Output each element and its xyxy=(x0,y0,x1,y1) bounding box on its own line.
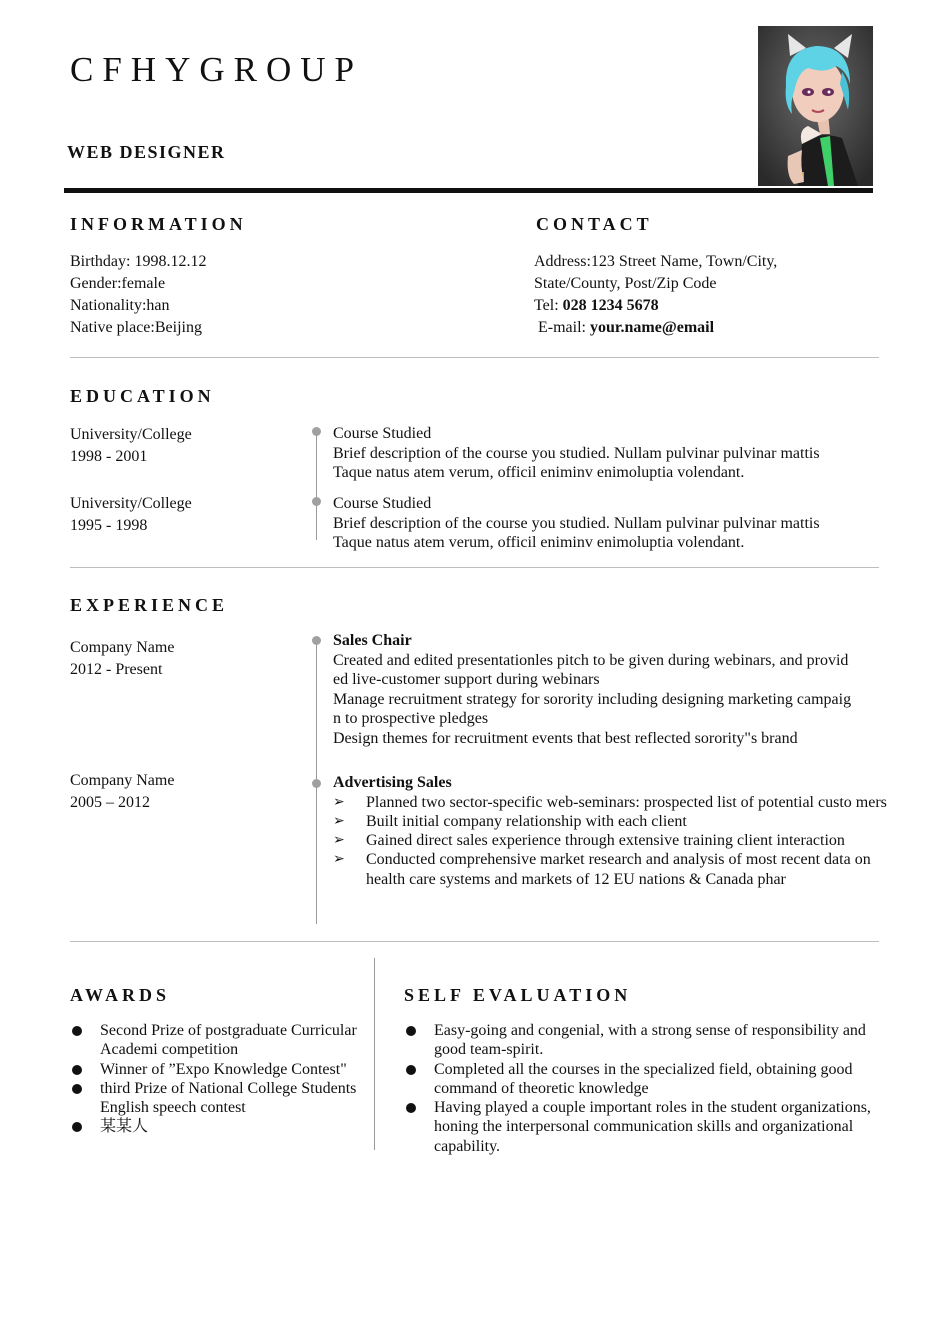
email-value: your.name@email xyxy=(589,319,715,336)
arrowhead-bullet-icon: ➢ xyxy=(333,833,345,849)
list-item: Easy-going and congenial, with a strong sense of responsibility and good team-spirit. xyxy=(404,1021,894,1060)
bullet-dot-icon xyxy=(72,1026,82,1036)
section-divider xyxy=(70,357,879,358)
candidate-name: CFHYGROUP xyxy=(70,50,363,89)
address-line-2: State/County, Post/Zip Code xyxy=(534,275,717,292)
company-years: 2012 - Present xyxy=(70,661,163,678)
timeline-dot xyxy=(312,779,321,788)
section-divider xyxy=(70,567,879,568)
column-divider xyxy=(374,958,375,1150)
school-name: University/College xyxy=(70,495,192,512)
experience-item xyxy=(70,770,174,814)
bullet-dot-icon xyxy=(72,1084,82,1094)
position-block xyxy=(333,631,893,748)
list-item: ➢ Gained direct sales experience through extensive training client interaction xyxy=(333,832,845,850)
school-years: 1998 - 2001 xyxy=(70,448,148,465)
duty-line: ed live-customer support during webinars xyxy=(333,671,600,688)
education-timeline xyxy=(316,432,317,540)
gender-text: Gender:female xyxy=(70,275,166,292)
awards-heading: AWARDS xyxy=(70,985,171,1005)
timeline-dot xyxy=(312,636,321,645)
course-title: Course Studied xyxy=(333,495,432,512)
school-name: University/College xyxy=(70,426,192,443)
position-block xyxy=(333,773,893,889)
experience-item xyxy=(70,637,174,681)
tel-label: Tel: xyxy=(534,297,563,314)
bullet-dot-icon xyxy=(72,1122,82,1132)
experience-heading: EXPERIENCE xyxy=(70,595,229,615)
course-title: Course Studied xyxy=(333,425,432,442)
company-name: Company Name xyxy=(70,639,175,656)
course-desc-1: Brief description of the course you studied. Nullam pulvinar pulvinar mattis xyxy=(333,514,820,532)
job-title: WEB DESIGNER xyxy=(67,142,226,162)
school-years: 1995 - 1998 xyxy=(70,517,148,532)
course-desc-2: Taque natus atem verum, officil eniminv enimoluptia volendant. xyxy=(333,534,745,551)
list-item: ➢ Planned two sector-specific web-seminars: prospected list of potential custo mers xyxy=(333,793,887,811)
list-item: Second Prize of postgraduate Curricular Academi competition xyxy=(70,1021,366,1060)
timeline-dot xyxy=(312,497,321,506)
company-name: Company Name xyxy=(70,772,175,789)
timeline-dot xyxy=(312,427,321,436)
bullet-dot-icon xyxy=(406,1065,416,1075)
information-list xyxy=(70,251,206,339)
bullet-dot-icon xyxy=(72,1065,82,1075)
bullet-dot-icon xyxy=(406,1026,416,1036)
tel-value: 028 1234 5678 xyxy=(562,297,659,314)
tel-line xyxy=(534,295,777,317)
list-item: Completed all the courses in the specialized field, obtaining good command of theoretic knowledge xyxy=(404,1060,894,1099)
arrowhead-bullet-icon: ➢ xyxy=(333,794,345,810)
section-divider xyxy=(70,941,879,942)
education-item xyxy=(70,493,192,532)
bullet-dot-icon xyxy=(406,1103,416,1113)
contact-list xyxy=(534,251,777,339)
course-block xyxy=(333,494,893,553)
course-desc-2: Taque natus atem verum, officil eniminv enimoluptia volendant. xyxy=(333,464,745,481)
duty-line: Manage recruitment strategy for sorority including designing marketing campaig xyxy=(333,690,852,708)
contact-heading: CONTACT xyxy=(536,214,653,234)
list-item: ➢ Built initial company relationship with each client xyxy=(333,812,687,830)
duty-line: Created and edited presentationles pitch to be given during webinars, and provid xyxy=(333,651,849,669)
profile-photo xyxy=(758,26,873,186)
position-title: Advertising Sales xyxy=(333,774,452,791)
awards-list xyxy=(70,1021,366,1137)
list-item: 某某人 xyxy=(70,1117,366,1136)
nationality-text: Nationality:han xyxy=(70,297,170,314)
self-evaluation-heading: SELF EVALUATION xyxy=(404,985,632,1005)
email-label: E-mail: xyxy=(534,319,590,336)
address-line-1: Address:123 Street Name, Town/City, xyxy=(534,253,778,270)
birthday-text: Birthday: 1998.12.12 xyxy=(70,253,207,270)
course-desc-1: Brief description of the course you studied. Nullam pulvinar pulvinar mattis xyxy=(333,444,820,462)
course-block xyxy=(333,424,893,483)
native-place-text: Native place:Beijing xyxy=(70,319,202,336)
company-years: 2005 – 2012 xyxy=(70,794,150,811)
avatar-illustration-icon xyxy=(758,26,873,186)
achievement-list xyxy=(333,793,893,889)
arrowhead-bullet-icon: ➢ xyxy=(333,813,345,829)
arrowhead-bullet-icon: ➢ xyxy=(333,852,345,868)
education-heading: EDUCATION xyxy=(70,386,215,406)
list-item: Having played a couple important roles in the student organizations, honing the interpersonal communication skills and organizational capability. xyxy=(404,1098,894,1156)
self-evaluation-list xyxy=(404,1021,894,1156)
list-item: Winner of ”Expo Knowledge Contest" xyxy=(70,1060,366,1079)
education-item xyxy=(70,424,192,468)
email-line xyxy=(534,317,777,339)
duty-line: n to prospective pledges xyxy=(333,710,489,727)
duty-line: Design themes for recruitment events that best reflected sorority"s brand xyxy=(333,729,798,747)
list-item: third Prize of National College Students English speech contest xyxy=(70,1079,366,1118)
information-heading: INFORMATION xyxy=(70,214,247,234)
position-title: Sales Chair xyxy=(333,632,412,649)
header-divider xyxy=(64,188,873,193)
list-item: ➢ Conducted comprehensive market research and analysis of most recent data on health care systems and markets of 12 EU nations & Canada phar xyxy=(333,851,871,888)
